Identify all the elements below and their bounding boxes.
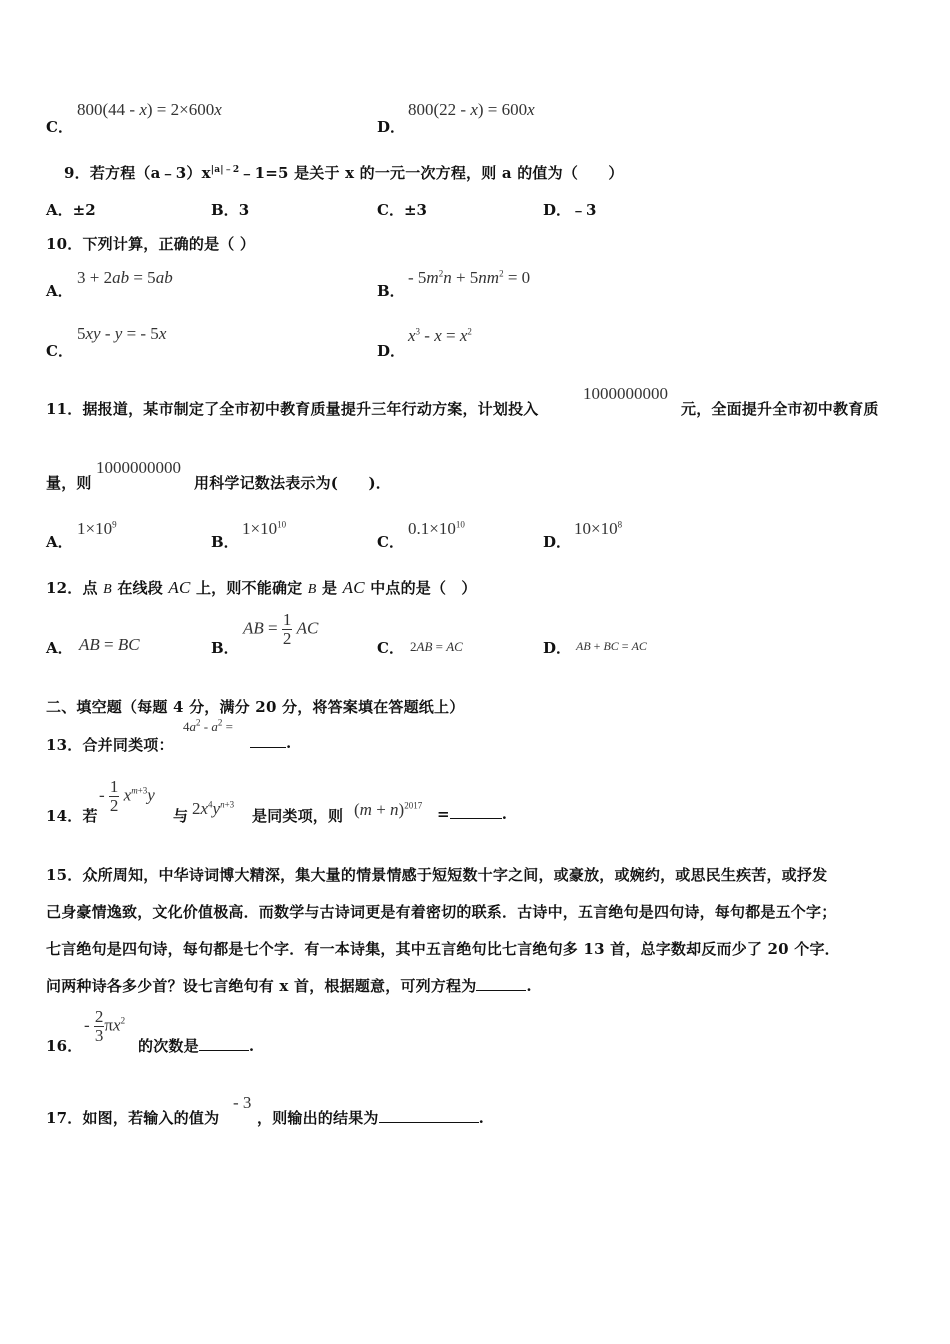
- q14-stem-b: 与: [173, 807, 189, 825]
- q17-stem-b-text: ，则输出的结果为: [257, 1109, 379, 1127]
- q9-option-b: [211, 199, 249, 220]
- q14-equals: =: [437, 805, 450, 823]
- q8-option-d-math: 800(22 - x) = 600x: [408, 100, 535, 119]
- q9-stem-part-b: ﹣1=5 是关于 x 的一元一次方程，则 a 的值为（ ）: [239, 164, 624, 182]
- q8-option-c-math: 800(44 - x) = 2×600x: [77, 100, 222, 119]
- q16-answer-blank[interactable]: [199, 1038, 249, 1051]
- q17-stem-b: [257, 1107, 484, 1128]
- q15-line-2: 己身豪情逸致，文化价值极高．而数学与古诗词更是有着密切的联系．古诗中，五言绝句是四句诗，每句都是五个字；: [46, 903, 837, 921]
- q11-option-d-math: $10\times 10^8$: [574, 519, 623, 538]
- q13-period: .: [286, 734, 292, 752]
- q17-input-value: - 3: [233, 1093, 252, 1112]
- q10-option-d-label: D．: [377, 342, 406, 360]
- q11-stem-d: 用科学记数法表示为( )．: [194, 474, 391, 492]
- q16-stem: 16．: [46, 1037, 83, 1055]
- q12-point-b: B: [103, 582, 112, 597]
- q9-option-a-text: ±2: [72, 201, 96, 219]
- q12-segment: AC: [168, 578, 191, 597]
- q12-option-a-label: A．: [46, 639, 73, 657]
- q13-answer-blank[interactable]: [250, 735, 286, 748]
- q15-line-4: [46, 975, 532, 996]
- q9-exponent: |a|﹣2: [210, 165, 240, 175]
- q9-option-b-text: 3: [238, 201, 250, 219]
- q12-option-b-label: B．: [211, 639, 239, 657]
- q12-option-d-math: AB + BC = AC: [576, 639, 647, 653]
- q11-option-c-math: $0.1\times 10^{10}$: [408, 519, 465, 538]
- q12-stem-b: 在线段: [117, 579, 163, 597]
- q12-option-b-math: AB = $\frac{1}{2}$ AC: [243, 610, 319, 648]
- q11-option-a-label: A．: [46, 533, 73, 551]
- q12-option-a-math: AB = BC: [79, 635, 140, 654]
- q16-period: .: [248, 1037, 255, 1055]
- q11-amount-repeat: 1000000000: [96, 458, 181, 477]
- q14-stem-a: 14．若: [46, 807, 98, 825]
- q9-option-a-label: A．: [46, 201, 73, 219]
- q9-stem-part-a: 9．若方程（a﹣3）x: [64, 164, 211, 182]
- q10-option-c-math: 5xy - y = - 5x: [77, 324, 167, 343]
- q14-period: .: [501, 805, 508, 823]
- q14-term-2: $2x^4y^{n+3}$: [192, 799, 235, 818]
- q11-option-d-label: D．: [543, 533, 572, 551]
- q8-option-c-label: C．: [46, 118, 73, 136]
- q9-option-b-label: B．: [211, 201, 239, 219]
- q14-answer: [437, 805, 507, 823]
- q9-option-c-text: ±3: [403, 201, 427, 219]
- q16-math: - $\frac{2}{3}$ $\pi x^2$: [84, 1007, 126, 1045]
- q12-stem-d: 是: [321, 579, 338, 597]
- q12-segment-repeat: AC: [342, 578, 365, 597]
- q9-option-a: [46, 199, 96, 220]
- q10-option-b-math: - $5m^2n + 5nm^2 = 0$: [408, 268, 531, 287]
- q12-stem-a: 12．点: [46, 579, 98, 597]
- q11-option-b-math: $1\times 10^{10}$: [242, 519, 287, 538]
- q9-option-d: [543, 199, 596, 220]
- q11-option-c-label: C．: [377, 533, 404, 551]
- q15-period: .: [526, 977, 532, 995]
- section-2-title: 二、填空题（每题 4 分，满分 20 分，将答案填在答题纸上）: [46, 698, 465, 716]
- q16-tail: [138, 1035, 254, 1056]
- q16-tail-text: 的次数是: [138, 1037, 199, 1055]
- q9-option-d-text: ﹣3: [571, 201, 597, 219]
- q15-line-1: 15．众所周知，中华诗词博大精深，集大量的情景情感于短短数十字之间，或豪放，或婉约，或思民生疾苦，或抒发: [46, 866, 828, 884]
- q15-line-3: 七言绝句是四句诗，每句都是七个字．有一本诗集，其中五言绝句比七言绝句多 13 首，总字数却反而少了 20 个字．: [46, 940, 840, 958]
- q13-math: $4a^2 - a^2$ =: [183, 717, 233, 734]
- q12-option-d-label: D．: [543, 639, 572, 657]
- q12-option-c-label: C．: [377, 639, 404, 657]
- q17-stem-a: 17．如图，若输入的值为: [46, 1109, 220, 1127]
- q10-option-d-math: $x^3 - x = x^2$: [408, 326, 472, 345]
- q12-point-b-repeat: B: [307, 582, 317, 597]
- q15-answer-blank[interactable]: [476, 978, 526, 991]
- q11-stem-a: 11．据报道，某市制定了全市初中教育质量提升三年行动方案，计划投入: [46, 400, 539, 418]
- q10-option-a-math: 3 + 2ab = 5ab: [77, 268, 173, 287]
- q9-option-c-label: C．: [377, 201, 404, 219]
- q9-option-c: [377, 199, 427, 220]
- q14-stem-c: 是同类项，则: [252, 807, 344, 825]
- q12-stem: [46, 577, 477, 598]
- q13-answer: [250, 734, 291, 752]
- q14-term-1: - $\frac{1}{2}$ $x^{m+3}y$: [99, 777, 155, 815]
- q14-answer-blank[interactable]: [450, 806, 502, 819]
- q10-option-c-label: C．: [46, 342, 73, 360]
- q14-power-exponent: 2017: [404, 800, 423, 811]
- q12-stem-e: 中点的是（ ）: [370, 579, 477, 597]
- q11-stem-c: 量，则: [46, 474, 92, 492]
- q9-stem: [64, 162, 624, 183]
- q11-amount: 1000000000: [583, 384, 668, 403]
- q8-option-d-label: D．: [377, 118, 406, 136]
- q17-answer-blank[interactable]: [379, 1110, 479, 1123]
- q12-option-c-math: 2AB = AC: [410, 639, 463, 654]
- q14-power-expression: $(m + n)^{2017}$: [354, 800, 423, 819]
- q10-option-a-label: A．: [46, 282, 73, 300]
- q11-option-b-label: B．: [211, 533, 239, 551]
- q10-option-b-label: B．: [377, 282, 405, 300]
- q12-stem-c: 上，则不能确定: [195, 579, 303, 597]
- q11-option-a-math: $1\times 10^9$: [77, 519, 117, 538]
- q13-stem: 13．合并同类项：: [46, 736, 174, 754]
- q10-stem: 10．下列计算，正确的是（ ）: [46, 235, 256, 253]
- q9-option-d-label: D．: [543, 201, 572, 219]
- q17-period: .: [478, 1109, 485, 1127]
- q11-stem-b: 元，全面提升全市初中教育质: [681, 400, 879, 418]
- q15-line-4-text: 问两种诗各多少首？设七言绝句有 x 首，根据题意，可列方程为: [46, 977, 477, 995]
